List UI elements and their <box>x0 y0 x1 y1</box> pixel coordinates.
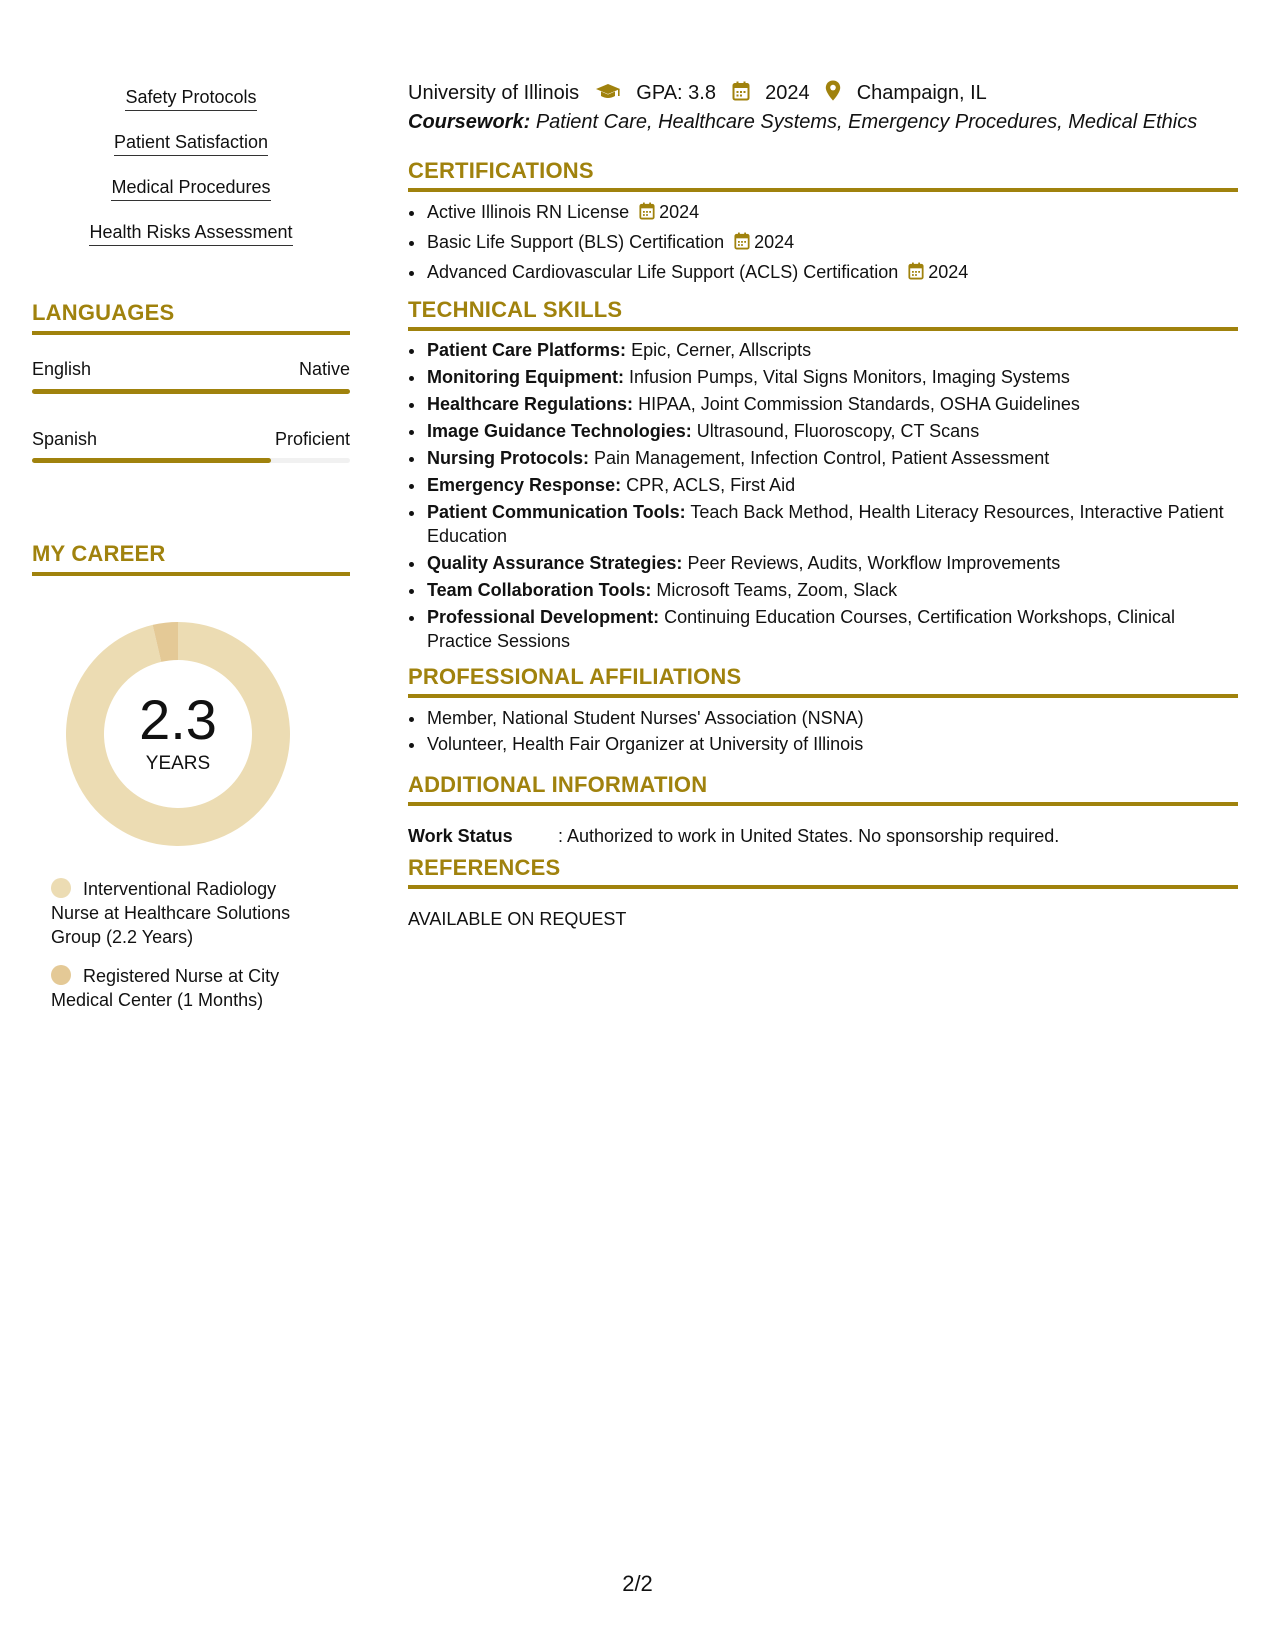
affiliations-rule <box>408 694 1238 698</box>
certification-item <box>426 198 1238 228</box>
coursework-label: Coursework: <box>408 111 531 133</box>
skill-text: Teach Back Method, Health Literacy Resources, Interactive Patient Education <box>427 502 1224 546</box>
certifications-title: CERTIFICATIONS <box>408 158 594 183</box>
legend-label: Registered Nurse at City Medical Center (1 Months) <box>51 966 280 1010</box>
skill-label: Image Guidance Technologies: <box>427 421 692 441</box>
technical-skills-title: TECHNICAL SKILLS <box>408 297 623 322</box>
skill-text: HIPAA, Joint Commission Standards, OSHA Guidelines <box>638 394 1080 414</box>
strength-item <box>32 176 350 221</box>
certification-year: 2024 <box>659 202 700 222</box>
skill-item <box>426 473 1238 497</box>
skill-text: Microsoft Teams, Zoom, Slack <box>656 580 898 600</box>
skill-label: Emergency Response: <box>427 475 622 495</box>
coursework-text: Patient Care, Healthcare Systems, Emergency Procedures, Medical Ethics <box>535 111 1198 133</box>
language-name: English <box>32 359 92 379</box>
affiliation-item: • Volunteer, Health Fair Organizer at University of Illinois <box>426 731 1238 757</box>
graduation-year: 2024 <box>765 82 810 104</box>
skill-label: Healthcare Regulations: <box>427 394 634 414</box>
language-bar-fill <box>32 389 350 394</box>
calendar-icon <box>639 200 655 228</box>
skill-item <box>426 446 1238 470</box>
skill-item <box>426 551 1238 575</box>
school-location: Champaign, IL <box>856 82 987 104</box>
coursework <box>408 111 1197 134</box>
career-total-years: 2.3 <box>139 688 217 751</box>
affiliations-list <box>426 705 1238 757</box>
strength-item <box>32 86 350 131</box>
skill-item <box>426 392 1238 416</box>
references-rule <box>408 885 1238 889</box>
legend-label: Interventional Radiology Nurse at Healthcare Solutions Group (2.2 Years) <box>51 879 291 947</box>
skill-label: Professional Development: <box>427 607 660 627</box>
skill-label: Nursing Protocols: <box>427 448 590 468</box>
skill-item <box>426 338 1238 362</box>
skill-item <box>426 419 1238 443</box>
school-name: University of Illinois <box>408 82 580 104</box>
skill-label: Monitoring Equipment: <box>427 367 624 387</box>
education-line <box>408 80 987 107</box>
skill-label: Quality Assurance Strategies: <box>427 553 683 573</box>
work-status-value: : Authorized to work in United States. No sponsorship required. <box>558 826 1060 846</box>
certifications-rule <box>408 188 1238 192</box>
skill-item <box>426 365 1238 389</box>
strength-item <box>32 131 350 176</box>
skill-text: Pain Management, Infection Control, Patient Assessment <box>594 448 1050 468</box>
language-name: Spanish <box>32 429 98 449</box>
certification-item <box>426 228 1238 258</box>
career-legend-item <box>51 877 321 949</box>
skill-text: CPR, ACLS, First Aid <box>626 475 796 495</box>
references-title: REFERENCES <box>408 855 561 880</box>
calendar-icon <box>908 260 924 288</box>
strength-label: Health Risks Assessment <box>89 221 292 246</box>
certifications-list <box>426 198 1238 288</box>
legend-dot <box>51 878 71 898</box>
strengths-list <box>32 86 350 266</box>
certification-name: Advanced Cardiovascular Life Support (ACLS) Certification <box>427 262 899 282</box>
technical-skills-rule <box>408 327 1238 331</box>
work-status <box>408 826 1059 847</box>
skill-text: Infusion Pumps, Vital Signs Monitors, Imaging Systems <box>628 367 1070 387</box>
career-title: MY CAREER <box>32 541 166 566</box>
certification-item <box>426 258 1238 288</box>
skill-text: Ultrasound, Fluoroscopy, CT Scans <box>696 421 980 441</box>
affiliation-item: • Member, National Student Nurses' Association (NSNA) <box>426 705 1238 731</box>
skill-item <box>426 578 1238 602</box>
language-bar-spanish <box>32 458 350 463</box>
skill-label: Patient Care Platforms: <box>427 340 627 360</box>
strength-label: Patient Satisfaction <box>114 131 268 156</box>
graduation-cap-icon <box>595 83 621 107</box>
career-rule <box>32 572 350 576</box>
languages-title: LANGUAGES <box>32 300 175 325</box>
calendar-icon <box>732 81 750 107</box>
language-level: Proficient <box>274 429 350 449</box>
legend-dot <box>51 965 71 985</box>
technical-skills-list <box>426 338 1238 656</box>
certification-year: 2024 <box>928 262 969 282</box>
calendar-icon <box>734 230 750 258</box>
career-total-unit: YEARS <box>145 753 211 774</box>
certification-name: Active Illinois RN License <box>427 202 630 222</box>
additional-info-title: ADDITIONAL INFORMATION <box>408 772 708 797</box>
language-bar-fill <box>32 458 271 463</box>
skill-label: Team Collaboration Tools: <box>427 580 652 600</box>
additional-info-rule <box>408 802 1238 806</box>
gpa: GPA: 3.8 <box>636 82 716 104</box>
skill-item <box>426 605 1238 653</box>
skill-text: Continuing Education Courses, Certification Workshops, Clinical Practice Sessions <box>427 607 1175 651</box>
page-number: 2/2 <box>622 1571 653 1596</box>
certification-year: 2024 <box>754 232 795 252</box>
languages-rule <box>32 331 350 335</box>
certification-name: Basic Life Support (BLS) Certification <box>427 232 725 252</box>
strength-label: Safety Protocols <box>125 86 256 111</box>
references-text: AVAILABLE ON REQUEST <box>408 909 627 929</box>
strength-item <box>32 221 350 266</box>
location-pin-icon <box>825 80 841 107</box>
career-legend-item <box>51 964 321 1012</box>
strength-label: Medical Procedures <box>111 176 270 201</box>
language-level: Native <box>298 359 350 379</box>
skill-item <box>426 500 1238 548</box>
skill-text: Epic, Cerner, Allscripts <box>631 340 812 360</box>
skill-text: Peer Reviews, Audits, Workflow Improvements <box>687 553 1061 573</box>
skill-label: Patient Communication Tools: <box>427 502 686 522</box>
work-status-label: Work Status <box>408 826 513 846</box>
affiliations-title: PROFESSIONAL AFFILIATIONS <box>408 664 742 689</box>
language-bar-english <box>32 389 350 394</box>
